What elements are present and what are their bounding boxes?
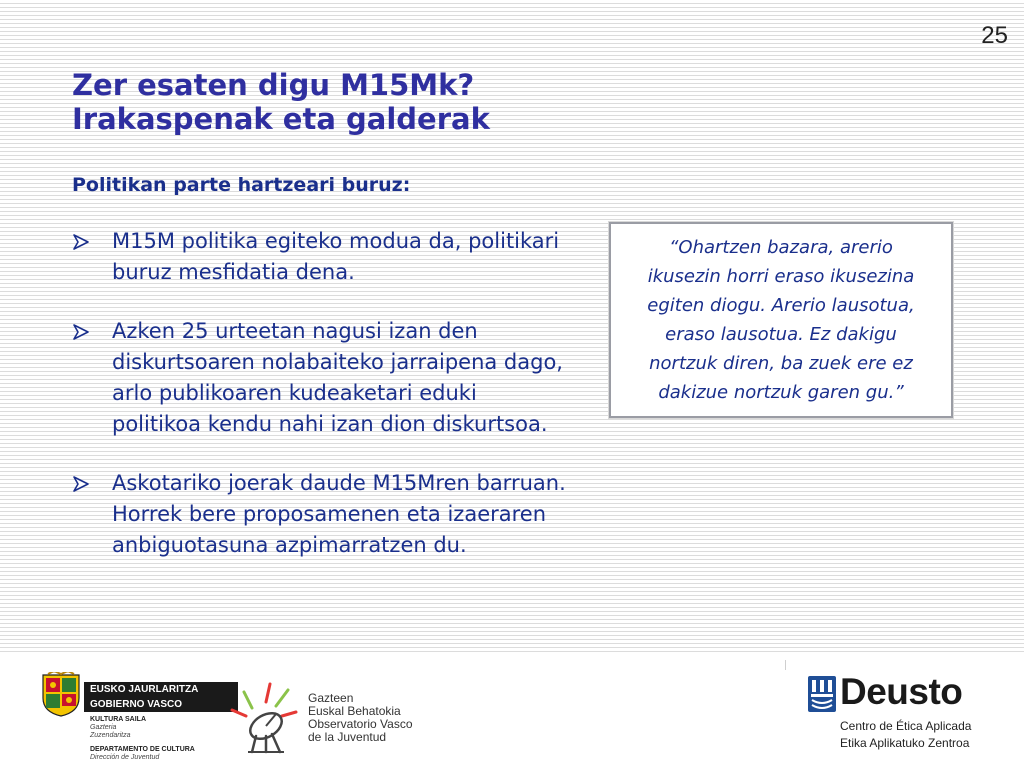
quote-box [609,222,953,418]
gobierno-vasco-name-band [84,682,238,712]
dept-es-sub: Dirección de Juventud [90,754,160,761]
bullet-item [72,226,572,288]
deusto-subtitle-line-2: Etika Aplikatuko Zentroa [840,736,970,750]
dept-es-title: DEPARTAMENTO DE CULTURA [90,746,195,753]
bullet-text: Askotariko joerak daude M15Mren barruan. Horrek bere proposamenen eta izaeraren anbiguotasuna azpimarratzen du. [112,471,566,557]
satellite-dish-icon [226,680,302,754]
bullet-text: Azken 25 urteetan nagusi izan den diskurtsoaren nolabaiteko jarraipena dago, arlo publikoaren kudeaketari eduki politikoa kendu nahi izan dion diskurtsoa. [112,319,563,436]
deusto-emblem-icon [808,676,836,712]
deusto-wordmark: Deusto [840,671,963,712]
basque-government-crest-icon [40,672,82,718]
arrow-right-bullet-icon [72,233,90,251]
quote-line: “Ohartzen bazara, arerio [669,237,893,258]
gazteen-line-3: Observatorio Vasco [308,717,413,731]
slide-title-line-2: Irakaspenak eta galderak [72,102,490,136]
dept-eu-sub-1: Gazteria [90,724,117,731]
arrow-right-bullet-icon [72,323,90,341]
slide-title-line-1: Zer esaten digu M15Mk? [72,68,475,102]
arrow-right-bullet-icon [72,475,90,493]
bullet-item [72,468,572,561]
slide-subtitle: Politikan parte hartzeari buruz: [72,174,411,196]
gazteen-line-2: Euskal Behatokia [308,704,401,718]
gazteen-line-4: de la Juventud [308,730,387,744]
footer-divider [785,660,786,670]
dept-eu-sub-2: Zuzendaritza [90,732,131,739]
band-line-1: EUSKO JAURLARITZA [90,684,199,695]
bullet-text: M15M politika egiteko modua da, politikari buruz mesfidatia dena. [112,229,560,284]
dept-eu-title: KULTURA SAILA [90,716,146,723]
quote-line: ikusezin horri eraso ikusezina [647,266,915,287]
deusto-subtitle-line-1: Centro de Ética Aplicada [840,719,972,733]
quote-line: egiten diogu. Arerio lausotua, [647,295,915,316]
deusto-subtitle [840,718,971,752]
gazteen-line-1: Gazteen [308,691,354,705]
slide-title [72,68,632,136]
bullet-list [72,226,572,589]
band-line-2: GOBIERNO VASCO [90,699,183,710]
quote-line: dakizue nortzuk garen gu.” [658,382,904,403]
slide-number: 25 [981,22,1008,49]
gazteen-text [308,692,448,744]
bullet-item [72,316,572,440]
quote-line: nortzuk diren, ba zuek ere ez [649,353,913,374]
quote-text [637,233,924,407]
quote-line: eraso lausotua. Ez dakigu [665,324,897,345]
